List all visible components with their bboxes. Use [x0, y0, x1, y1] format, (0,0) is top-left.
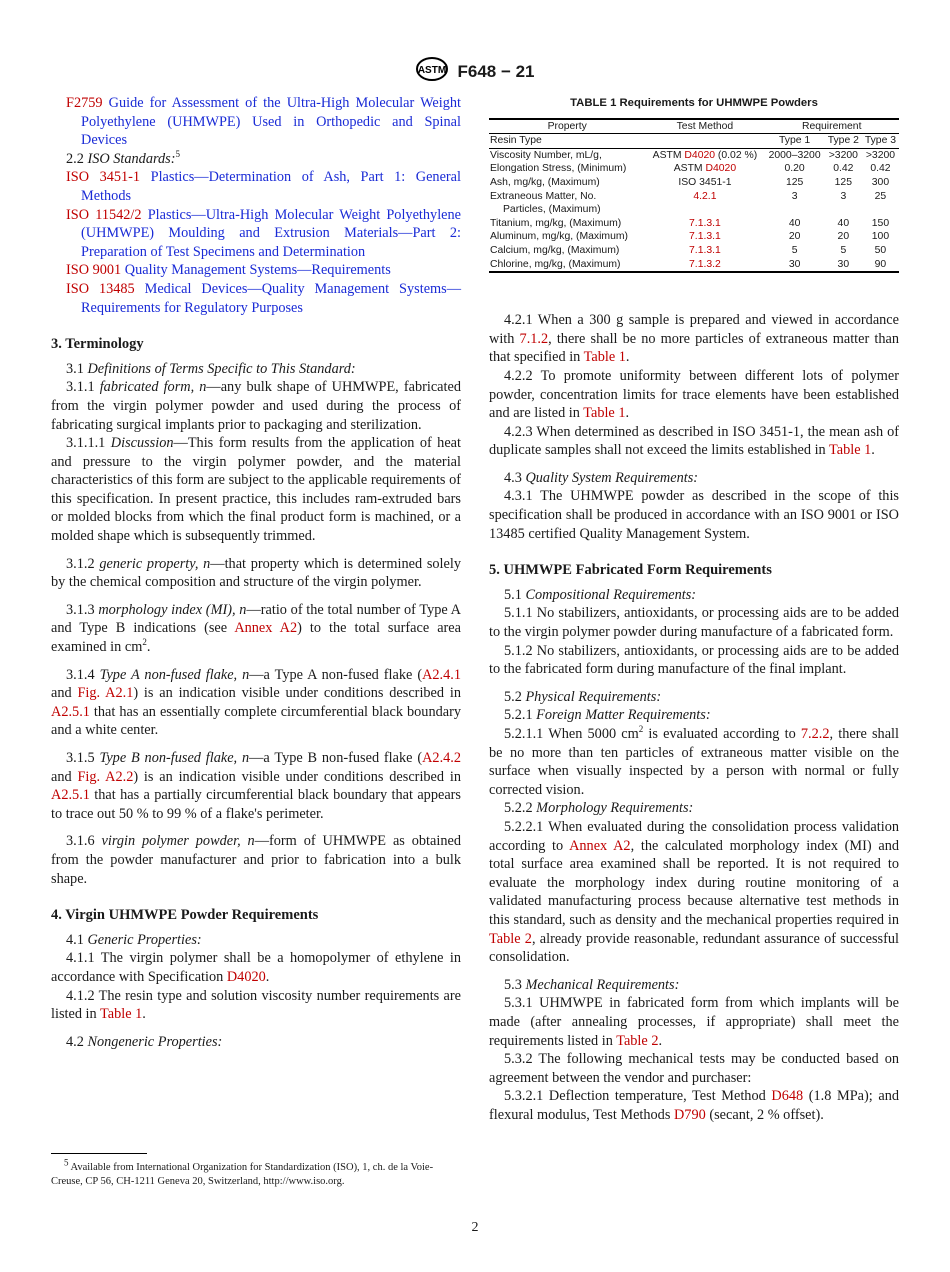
para-4-2: 4.2 Nongeneric Properties:	[66, 1033, 223, 1050]
table-row: Ash, mg/kg, (Maximum) ISO 3451-1 125 125 300	[490, 176, 890, 188]
ref-title-link[interactable]: Plastics—Determination of Ash, Part 1: General Methods	[81, 169, 461, 204]
col-test-method: Test Method	[645, 119, 764, 134]
type-2-header: Type 2	[825, 134, 862, 149]
astm-logo-icon	[415, 56, 449, 87]
ref-7-1-3-1-link[interactable]: 7.1.3.1	[689, 244, 721, 256]
page-header	[0, 56, 950, 87]
section-3-heading: 3. Terminology	[51, 336, 144, 353]
designation: F648 − 21	[457, 61, 535, 81]
para-3-1-3: 3.1.3 morphology index (MI), n—ratio of the total number of Type A and Type B indications (see Annex A2) to the total surface area examined in $cm^2$.	[51, 601, 461, 656]
para-4-1-1: 4.1.1 The virgin polymer shall be a homopolymer of ethylene in accordance with Specification D4020.	[51, 950, 461, 985]
ref-code-link[interactable]: ISO 13485	[66, 280, 135, 297]
para-5-2-1-1: 5.2.1.1 When 5000 $cm^2$ is evaluated according to 7.2.2, there shall be no more than ten particles of extraneous matter visible on the surface when visually inspected by a person with normal or fully corrected vision.	[489, 724, 899, 798]
ref-iso-9001	[51, 261, 461, 280]
ref-4-2-1-link[interactable]: 4.2.1	[693, 190, 717, 202]
table-1	[489, 118, 899, 274]
table-row: Titanium, mg/kg, (Maximum) 7.1.3.1 40 40 150	[490, 217, 890, 229]
fig-a2-2-link[interactable]: Fig. A2.2	[77, 768, 134, 785]
ref-code-link[interactable]: ISO 11542/2	[66, 206, 142, 223]
d4020-link[interactable]: D4020	[226, 968, 266, 985]
table-row: Elongation Stress, (Minimum) ASTM D4020 0.20 0.42 0.42	[490, 163, 891, 175]
ref-f2759	[51, 94, 461, 150]
resin-type-label: Resin Type	[489, 134, 645, 149]
ref-iso-13485	[51, 280, 461, 317]
para-5-2-2-1: 5.2.2.1 When evaluated during the consolidation process validation according to Annex A2, the calculated morphology index (MI) and total surface area examined shall be reported. It is not required to evaluate the morphology index during routine monitoring of a validated manufacturing process because alternative test methods in this standard, such as density and the mechanical properties required in Table 2, already provide reasonable, redundant assurance of successful consolidation.	[489, 818, 899, 966]
iso-standards-heading: 2.2 ISO Standards:$^5$	[66, 149, 180, 167]
para-3-1: 3.1 Definitions of Terms Specific to This Standard:	[66, 360, 356, 377]
ref-title-link[interactable]: Quality Management Systems—Requirements	[124, 262, 391, 279]
table-1-link[interactable]: Table 1	[583, 349, 626, 366]
ref-title-link[interactable]: Medical Devices—Quality Management Systems—Requirements for Regulatory Purposes	[81, 280, 462, 316]
ref-title-link[interactable]: Plastics—Ultra-High Molecular Weight Polyethylene (UHMWPE) Moulding and Extrusion Materials—Part 2: Preparation of Test Specimens and Determination	[81, 206, 462, 260]
footnote-rule	[51, 1153, 147, 1154]
para-4-3: 4.3 Quality System Requirements:	[504, 469, 699, 486]
para-5-1-2: 5.1.2 No stabilizers, antioxidants, or processing aids are to be added to the fabricated form during manufacture of the final implant.	[489, 642, 899, 678]
para-5-3-1: 5.3.1 UHMWPE in fabricated form from which implants will be made (after annealing processes, if appropriate) shall meet the requirements listed in Table 2.	[489, 995, 899, 1049]
para-4-2-2: 4.2.2 To promote uniformity between different lots of polymer powder, concentration limits for trace elements have been established and are listed in Table 1.	[489, 367, 899, 422]
section-4-heading: 4. Virgin UHMWPE Powder Requirements	[51, 907, 319, 924]
para-3-1-4: 3.1.4 Type A non-fused flake, n—a Type A non-fused flake (A2.4.1 and Fig. A2.1) is an indication visible under conditions described in A2.5.1 that has an essentially complete circumferential black boundary and a white center.	[51, 666, 461, 739]
a2-5-1-link[interactable]: A2.5.1	[51, 787, 90, 804]
ref-code-link[interactable]: ISO 3451-1	[66, 169, 141, 186]
ref-7-1-3-1-link[interactable]: 7.1.3.1	[689, 217, 721, 229]
a2-4-1-link[interactable]: A2.4.1	[422, 666, 461, 683]
d790-link[interactable]: D790	[673, 1106, 706, 1123]
para-5-2: 5.2 Physical Requirements:	[504, 688, 662, 705]
para-4-1: 4.1 Generic Properties:	[66, 931, 202, 948]
footnote-5: $^5$ Available from International Organization for Standardization (ISO), 1, ch. de la Voie-Creuse, CP 56, CH-1211 Geneva 20, Switzerland, http://www.iso.org.	[51, 1157, 434, 1187]
table-row: Extraneous Matter, No. 4.2.1 3 3 25	[490, 190, 887, 202]
type-3-header: Type 3	[862, 134, 899, 149]
para-3-1-1-1: 3.1.1.1 Discussion—This form results from the application of heat and pressure to the virgin polymer powder, and the material characteristics of this form are subject to the applicable requirements of this specification. In present practice, this includes ram-extruded bars or molded blocks from which the final product form is machined, or a molded shape which is subsequently trimmed.	[51, 435, 461, 545]
page-number: 2	[471, 1220, 479, 1235]
ref-code-link[interactable]: F2759	[66, 95, 103, 111]
table-row: Aluminum, mg/kg, (Maximum) 7.1.3.1 20 20 100	[490, 231, 890, 243]
annex-a2-link[interactable]: Annex A2	[569, 837, 631, 854]
para-4-2-3: 4.2.3 When determined as described in ISO 3451-1, the mean ash of duplicate samples shall not exceed the limits established in Table 1.	[489, 423, 899, 459]
d648-link[interactable]: D648	[771, 1088, 804, 1105]
para-4-3-1: 4.3.1 The UHMWPE powder as described in the scope of this specification shall be produced in accordance with an ISO 9001 or ISO 13485 certified Quality Management System.	[489, 488, 899, 542]
table-1-link[interactable]: Table 1	[100, 1006, 143, 1023]
ref-7-1-2-link[interactable]: 7.1.2	[519, 330, 549, 347]
para-3-1-1: 3.1.1 fabricated form, n—any bulk shape of UHMWPE, fabricated from the virgin polymer powder and used during the process of fabricating surgical implants prior to packaging and sterilization.	[51, 379, 461, 433]
a2-5-1-link[interactable]: A2.5.1	[51, 703, 90, 720]
ref-iso-3451	[51, 168, 461, 205]
col-requirement: Requirement	[764, 119, 899, 134]
table-1-title: TABLE 1 Requirements for UHMWPE Powders	[570, 97, 818, 109]
table-1-link[interactable]: Table 1	[583, 405, 626, 422]
section-5-heading: 5. UHMWPE Fabricated Form Requirements	[489, 562, 772, 579]
left-column	[51, 94, 461, 1051]
ref-7-2-2-link[interactable]: 7.2.2	[800, 726, 830, 742]
ref-iso-11542	[51, 206, 461, 262]
ref-7-1-3-2-link[interactable]: 7.1.3.2	[689, 258, 721, 270]
para-4-1-2: 4.1.2 The resin type and solution viscosity number requirements are listed in Table 1.	[51, 987, 461, 1023]
para-3-1-6: 3.1.6 virgin polymer powder, n—form of UHMWPE as obtained from the powder manufacturer and prior to fabrication into a bulk shape.	[51, 833, 461, 887]
table-2-link[interactable]: Table 2	[616, 1032, 659, 1049]
para-5-1: 5.1 Compositional Requirements:	[504, 586, 697, 603]
para-5-3-2: 5.3.2 The following mechanical tests may be conducted based on agreement between the vendor and purchaser:	[489, 1051, 899, 1086]
ref-title-link[interactable]: Guide for Assessment of the Ultra-High Molecular Weight Polyethylene (UHMWPE) Used in Orthopedic and Spinal Devices	[81, 95, 461, 149]
d4020-link[interactable]: D4020	[705, 163, 737, 175]
d4020-link[interactable]: D4020	[684, 149, 716, 161]
table-1-link[interactable]: Table 1	[829, 442, 872, 459]
para-5-2-1: 5.2.1 Foreign Matter Requirements:	[504, 707, 711, 724]
fig-a2-1-link[interactable]: Fig. A2.1	[77, 685, 134, 702]
annex-a2-link[interactable]: Annex A2	[234, 620, 298, 637]
para-5-3: 5.3 Mechanical Requirements:	[504, 976, 680, 993]
col-property: Property	[489, 119, 645, 134]
right-column	[489, 94, 899, 1124]
table-row: Viscosity Number, mL/g, ASTM D4020 (0.02 %) 2000–3200 >3200 >3200	[490, 149, 896, 161]
a2-4-2-link[interactable]: A2.4.2	[422, 750, 462, 766]
para-3-1-2: 3.1.2 generic property, n—that property which is determined solely by the chemical composition and structure of the virgin polymer.	[51, 555, 461, 591]
para-5-1-1: 5.1.1 No stabilizers, antioxidants, or processing aids are to be added to the virgin polymer powder during manufacture of a fabricated form.	[489, 605, 899, 641]
table-2-link[interactable]: Table 2	[489, 930, 532, 947]
para-5-3-2-1: 5.3.2.1 Deflection temperature, Test Method D648 (1.8 MPa); and flexural modulus, Test Methods D790 (secant, 2 % offset).	[489, 1088, 899, 1123]
table-row: Chlorine, mg/kg, (Maximum) 7.1.3.2 30 30 90	[489, 258, 899, 273]
table-row: Calcium, mg/kg, (Maximum) 7.1.3.1 5 5 50	[490, 244, 887, 256]
svg-text:ASTM: ASTM	[418, 65, 447, 76]
ref-code-link[interactable]: ISO 9001	[66, 262, 122, 279]
type-1-header: Type 1	[764, 134, 824, 149]
para-3-1-5: 3.1.5 Type B non-fused flake, n—a Type B non-fused flake (A2.4.2 and Fig. A2.2) is an indication visible under conditions described in A2.5.1 that has a partially circumferential black boundary that appears to trace out 50 % to 99 % of a flake's perimeter.	[51, 750, 462, 822]
table-row: Particles, (Maximum)	[503, 204, 601, 216]
footnote-block	[51, 1153, 461, 1189]
para-5-2-2: 5.2.2 Morphology Requirements:	[504, 800, 694, 817]
ref-7-1-3-1-link[interactable]: 7.1.3.1	[689, 231, 721, 243]
para-4-2-1: 4.2.1 When a 300 g sample is prepared and viewed in accordance with 7.1.2, there shall be no more particles of extraneous matter than that specified in Table 1.	[489, 312, 899, 366]
